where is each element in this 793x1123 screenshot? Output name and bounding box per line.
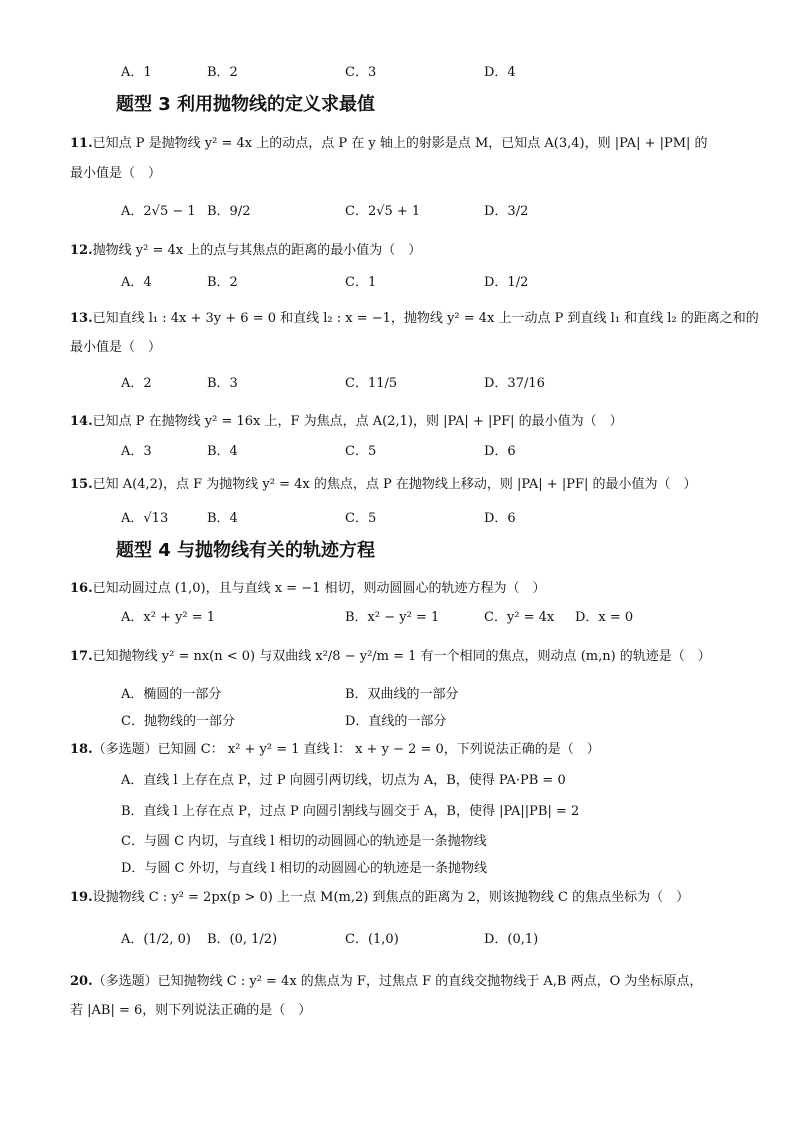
- question-number: 18.: [70, 742, 93, 757]
- question-16: [70, 580, 546, 598]
- question-17: [70, 648, 711, 666]
- question-number: 15.: [70, 477, 93, 492]
- question-number: 16.: [70, 581, 93, 596]
- question-text-cont: 若 |AB| = 6，则下列说法正确的是（ ）: [70, 1003, 312, 1018]
- question-number: 14.: [70, 414, 93, 429]
- option-b: B．9/2: [207, 204, 251, 219]
- option-d: D．4: [484, 65, 516, 80]
- option-b: B．3: [207, 376, 238, 391]
- option-a: A．椭圆的一部分: [121, 687, 222, 702]
- question-text-cont: 最小值是（ ）: [70, 166, 162, 181]
- section-heading: 题型 3 利用抛物线的定义求最值: [116, 94, 376, 115]
- option-d: D．6: [484, 444, 516, 459]
- question-11: [70, 135, 708, 153]
- option-b: B．2: [207, 275, 238, 290]
- option-d: D．(0,1): [484, 932, 539, 947]
- option-a: A．(1/2, 0): [121, 932, 191, 947]
- question-text: 已知动圆过点 (1,0)，且与直线 x = −1 相切，则动圆圆心的轨迹方程为（ ）: [92, 581, 546, 596]
- question-number: 11.: [70, 136, 93, 151]
- option-b: B．4: [207, 511, 238, 526]
- option-a: A．直线 l 上存在点 P，过 P 向圆引两切线，切点为 A，B，使得 PA·PB = 0: [121, 773, 566, 788]
- question-18: [70, 741, 600, 759]
- option-b: B．直线 l 上存在点 P，过点 P 向圆引割线与圆交于 A，B，使得 |PA||PB| = 2: [121, 804, 580, 819]
- option-a: A．3: [121, 444, 152, 459]
- option-a: A．2√5 − 1: [121, 204, 196, 219]
- question-13: [70, 310, 759, 328]
- option-d: D．x = 0: [575, 610, 634, 625]
- option-d: D．直线的一部分: [345, 714, 447, 729]
- question-text: 已知点 P 在抛物线 y² = 16x 上，F 为焦点，点 A(2,1)，则 |PA| + |PF| 的最小值为（ ）: [92, 414, 623, 429]
- question-text: 已知 A(4,2)，点 F 为抛物线 y² = 4x 的焦点，点 P 在抛物线上移动，则 |PA| + |PF| 的最小值为（ ）: [92, 477, 697, 492]
- option-d: D．1/2: [484, 275, 529, 290]
- option-d: D．与圆 C 外切，与直线 l 相切的动圆圆心的轨迹是一条抛物线: [121, 861, 488, 876]
- option-c: C．抛物线的一部分: [121, 714, 235, 729]
- question-text: 已知点 P 是抛物线 y² = 4x 上的动点，点 P 在 y 轴上的射影是点 M，已知点 A(3,4)，则 |PA| + |PM| 的: [92, 136, 708, 151]
- option-a: A．1: [121, 65, 152, 80]
- question-20: [70, 973, 702, 991]
- option-c: C．3: [345, 65, 377, 80]
- question-text: 设抛物线 C : y² = 2px(p > 0) 上一点 M(m,2) 到焦点的距离为 2，则该抛物线 C 的焦点坐标为（ ）: [92, 890, 690, 905]
- option-a: A．2: [121, 376, 152, 391]
- question-19: [70, 889, 689, 907]
- option-b: B．(0, 1/2): [207, 932, 278, 947]
- option-a: A．x² + y² = 1: [121, 610, 216, 625]
- option-c: C．1: [345, 275, 377, 290]
- question-text: 已知直线 l₁ : 4x + 3y + 6 = 0 和直线 l₂ : x = −1，抛物线 y² = 4x 上一动点 P 到直线 l₁ 和直线 l₂ 的距离之和的: [92, 311, 759, 326]
- option-a: A．4: [121, 275, 152, 290]
- question-text: 抛物线 y² = 4x 上的点与其焦点的距离的最小值为（ ）: [92, 243, 422, 258]
- option-c: C．(1,0): [345, 932, 399, 947]
- question-number: 20.: [70, 974, 93, 989]
- option-b: B．双曲线的一部分: [345, 687, 459, 702]
- option-c: C．2√5 + 1: [345, 204, 421, 219]
- option-b: B．4: [207, 444, 238, 459]
- section-heading: 题型 4 与抛物线有关的轨迹方程: [116, 540, 376, 561]
- option-b: B．x² − y² = 1: [345, 610, 440, 625]
- question-text-cont: 最小值是（ ）: [70, 340, 162, 355]
- question-15: [70, 476, 697, 494]
- question-text: （多选题）已知圆 C： x² + y² = 1 直线 l： x + y − 2 = 0，下列说法正确的是（ ）: [92, 742, 600, 757]
- question-text: （多选题）已知抛物线 C : y² = 4x 的焦点为 F，过焦点 F 的直线交抛物线于 A,B 两点，O 为坐标原点，: [92, 974, 703, 989]
- question-text: 已知抛物线 y² = nx(n < 0) 与双曲线 x²/8 − y²/m = 1 有一个相同的焦点，则动点 (m,n) 的轨迹是（ ）: [92, 649, 711, 664]
- option-b: B．2: [207, 65, 238, 80]
- question-12: [70, 242, 421, 260]
- option-c: C．y² = 4x: [484, 610, 555, 625]
- option-d: D．3/2: [484, 204, 529, 219]
- question-number: 13.: [70, 311, 93, 326]
- option-c: C．5: [345, 444, 377, 459]
- question-number: 12.: [70, 243, 93, 258]
- option-d: D．37/16: [484, 376, 545, 391]
- option-a: A．√13: [121, 511, 169, 526]
- option-c: C．11/5: [345, 376, 398, 391]
- question-14: [70, 413, 623, 431]
- option-d: D．6: [484, 511, 516, 526]
- option-c: C．5: [345, 511, 377, 526]
- question-number: 19.: [70, 890, 93, 905]
- option-c: C．与圆 C 内切，与直线 l 相切的动圆圆心的轨迹是一条抛物线: [121, 834, 487, 849]
- question-number: 17.: [70, 649, 93, 664]
